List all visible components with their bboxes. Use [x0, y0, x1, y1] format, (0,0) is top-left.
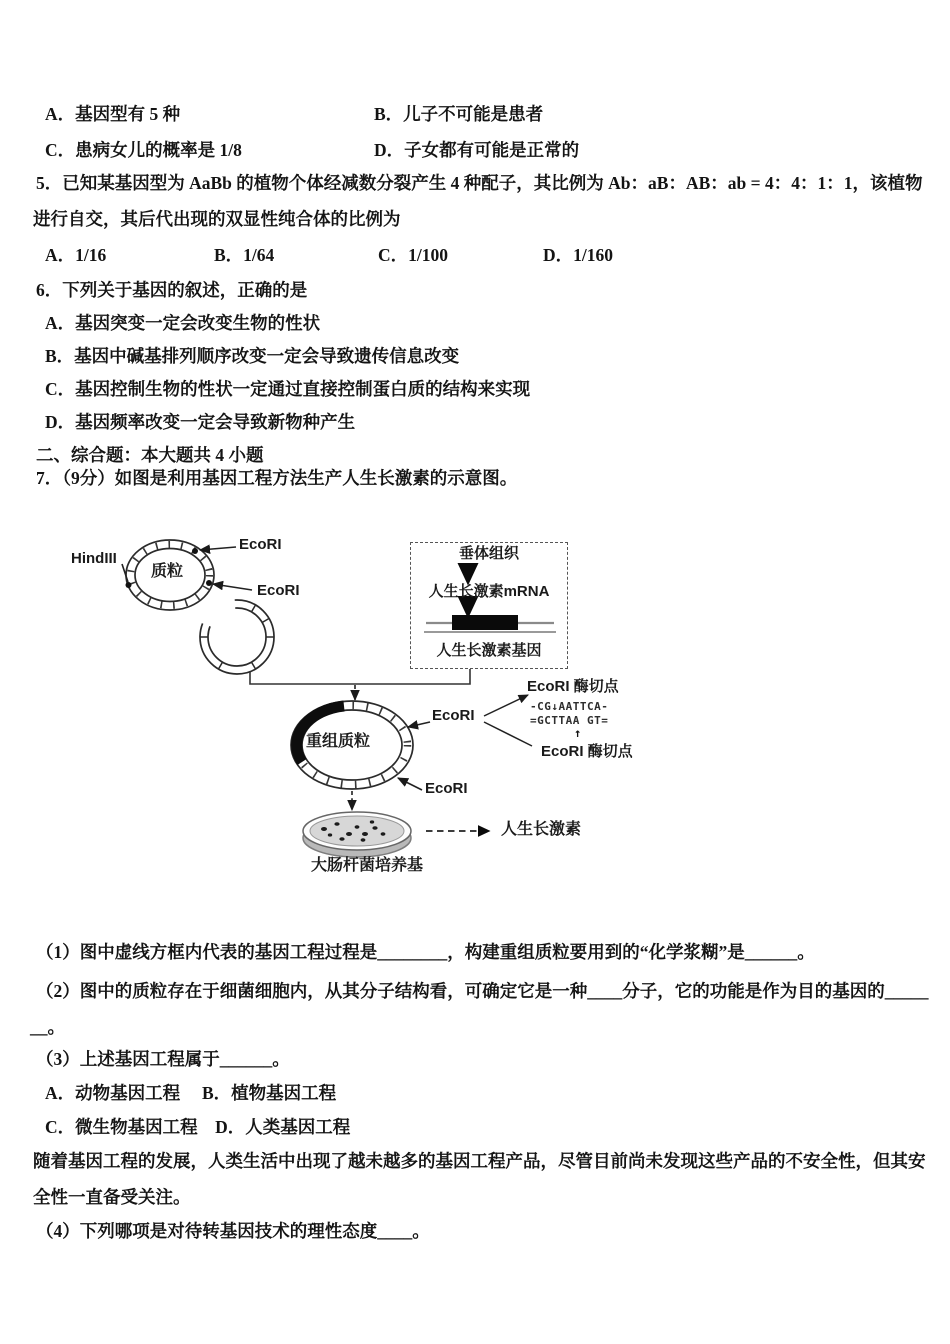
- ecori-leader-line-4: [398, 778, 422, 790]
- q5-stem-line2: 进行自交，其后代出现的双显性纯合体的比例为: [33, 209, 401, 229]
- section-2-header: 二、综合题：本大题共 4 小题: [36, 445, 264, 465]
- dna-sequence: [530, 700, 608, 739]
- ecoli-medium-label: 大肠杆菌培养基: [311, 857, 424, 874]
- recombinant-plasmid-label: 重组质粒: [306, 733, 371, 750]
- ecori-leader-line-3: [408, 722, 430, 727]
- q7-stem: 7．（9分）如图是利用基因工程方法生产人生长激素的示意图。: [36, 468, 518, 488]
- q7-sub4: （4）下列哪项是对待转基因技术的理性态度____。: [36, 1221, 430, 1241]
- q7-sub2-line2: __。: [30, 1017, 65, 1037]
- q7-paragraph-line1: 随着基因工程的发展，人类生活中出现了越未越多的基因工程产品，尽管目前尚未发现这些产品的不安全性，但其安: [33, 1151, 926, 1171]
- q4-option-b: B．儿子不可能是患者: [374, 104, 544, 124]
- q6-option-b: B．基因中碱基排列顺序改变一定会导致遗传信息改变: [45, 346, 460, 366]
- mrna-label: 人生长激素mRNA: [428, 583, 550, 600]
- q7-sub3-options-ab: A．动物基因工程 B．植物基因工程: [45, 1083, 337, 1103]
- hindiii-label: HindIII: [71, 550, 117, 567]
- ecori-label-2: EcoRI: [257, 582, 300, 599]
- q5-option-d: D．1/160: [543, 245, 613, 265]
- q6-stem: 6．下列关于基因的叙述，正确的是: [36, 280, 308, 300]
- q4-option-c: C．患病女儿的概率是 1/8: [45, 140, 242, 160]
- branch-line-bottom: [484, 722, 532, 746]
- q4-option-d: D．子女都有可能是正常的: [374, 140, 580, 160]
- ecori-label-1: EcoRI: [239, 536, 282, 553]
- gene-label: 人生长激素基因: [436, 642, 542, 659]
- ecori-leader-line-1: [200, 547, 236, 550]
- cut-plasmid-shape: [200, 600, 274, 674]
- q6-option-c: C．基因控制生物的性状一定通过直接控制蛋白质的结构来实现: [45, 379, 531, 399]
- diagram-svg: [60, 528, 720, 903]
- q5-option-c: C．1/100: [378, 245, 448, 265]
- plasmid-label: 质粒: [151, 563, 184, 580]
- petri-dish-shape: [303, 812, 411, 857]
- cut-site-bottom-label: EcoRI 酶切点: [541, 743, 633, 760]
- q6-option-d: D．基因频率改变一定会导致新物种产生: [45, 412, 356, 432]
- cut-site-top-label: EcoRI 酶切点: [527, 678, 619, 695]
- q5-option-a: A．1/16: [45, 245, 107, 265]
- ecori-label-4: EcoRI: [425, 780, 468, 797]
- dna-sequence-top: -CG↓AATTCA-: [530, 700, 609, 713]
- q7-sub1: （1）图中虚线方框内代表的基因工程过程是________，构建重组质粒要用到的“化学浆糊”是______。: [36, 942, 815, 962]
- branch-line-top: [484, 695, 528, 716]
- q6-option-a: A．基因突变一定会改变生物的性状: [45, 313, 321, 333]
- dna-sequence-bottom: =GCTTAA GT=: [530, 714, 609, 727]
- ecori-label-3: EcoRI: [432, 707, 475, 724]
- q7-paragraph-line2: 全性一直备受关注。: [33, 1187, 191, 1207]
- ecori-leader-line-2: [213, 584, 252, 590]
- q7-sub3: （3）上述基因工程属于______。: [36, 1049, 290, 1069]
- connector-line: [250, 669, 470, 684]
- q5-option-b: B．1/64: [214, 245, 275, 265]
- cut-up-arrow-icon: ↑: [574, 726, 582, 740]
- q5-stem-line1: 5．已知某基因型为 AaBb 的植物个体经减数分裂产生 4 种配子，其比例为 Ab：aB：AB：ab = 4：4：1：1，该植物: [36, 173, 923, 193]
- q7-sub2-line1: （2）图中的质粒存在于细菌细胞内，从其分子结构看，可确定它是一种____分子，它的功能是作为目的基因的_____: [36, 981, 929, 1001]
- q7-sub3-options-cd: C．微生物基因工程 D．人类基因工程: [45, 1117, 351, 1137]
- hormone-label: 人生长激素: [501, 821, 582, 838]
- pituitary-label: 垂体组织: [458, 545, 519, 562]
- q4-option-a: A．基因型有 5 种: [45, 104, 181, 124]
